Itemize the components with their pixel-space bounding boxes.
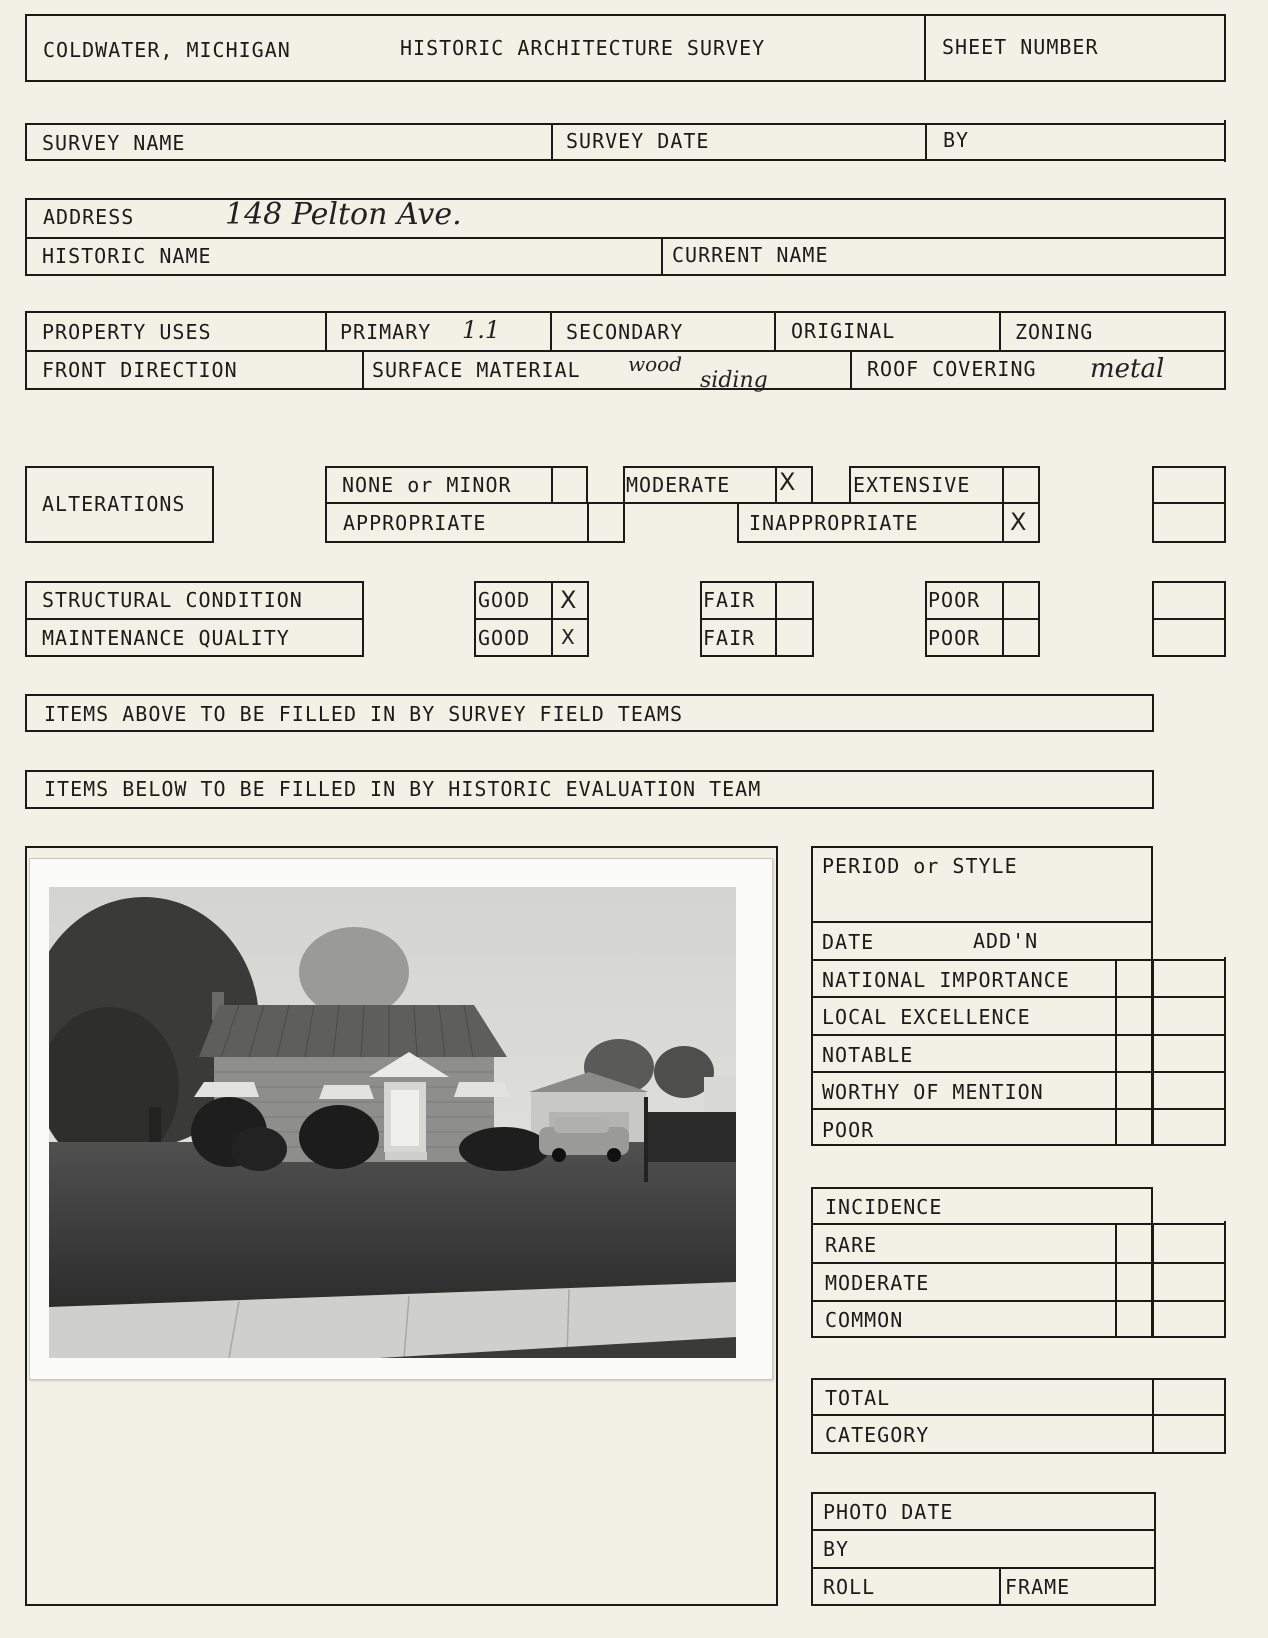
alterations-score-div bbox=[1152, 502, 1226, 504]
fair-row-div bbox=[700, 618, 814, 620]
header-location: COLDWATER, MICHIGAN bbox=[43, 38, 291, 62]
good-check-div bbox=[551, 581, 553, 657]
alterations-label: ALTERATIONS bbox=[42, 492, 186, 516]
structural-good-checkmark[interactable]: X bbox=[560, 586, 577, 614]
inappropriate-checkmark[interactable]: X bbox=[1010, 508, 1027, 536]
survey-date-label: SURVEY DATE bbox=[566, 129, 710, 153]
alterations-score-box bbox=[1152, 466, 1226, 543]
national-importance-label: NATIONAL IMPORTANCE bbox=[822, 968, 1070, 992]
poor-check-div bbox=[1002, 581, 1004, 657]
extensive-label: EXTENSIVE bbox=[853, 473, 971, 497]
none-minor-check-div bbox=[551, 466, 553, 504]
maintenance-quality-label: MAINTENANCE QUALITY bbox=[42, 626, 290, 650]
inc-div-4 bbox=[811, 1336, 1226, 1338]
property-div-1 bbox=[325, 311, 327, 350]
historic-name-label: HISTORIC NAME bbox=[42, 244, 212, 268]
category-label: CATEGORY bbox=[825, 1423, 930, 1447]
sheet-number-label: SHEET NUMBER bbox=[942, 35, 1099, 59]
front-direction-label: FRONT DIRECTION bbox=[42, 358, 238, 382]
zoning-label: ZONING bbox=[1015, 320, 1094, 344]
roll-label: ROLL bbox=[823, 1575, 876, 1599]
common-label: COMMON bbox=[825, 1308, 904, 1332]
roof-covering-label: ROOF COVERING bbox=[867, 357, 1037, 381]
property-div-2 bbox=[550, 311, 552, 350]
maintenance-fair-label: FAIR bbox=[703, 626, 756, 650]
survey-div-2 bbox=[925, 123, 927, 161]
inappropriate-label: INAPPROPRIATE bbox=[749, 511, 919, 535]
inc-div-3 bbox=[811, 1300, 1226, 1302]
eval-right bbox=[1224, 957, 1226, 1146]
eval-poor-label: POOR bbox=[822, 1118, 875, 1142]
appropriate-label: APPROPRIATE bbox=[343, 511, 487, 535]
inappropriate-check-div bbox=[1002, 502, 1004, 543]
survey-name-label: SURVEY NAME bbox=[42, 131, 186, 155]
condition-score-div bbox=[1152, 618, 1226, 620]
roof-covering-value: metal bbox=[1090, 354, 1165, 384]
address-divider bbox=[25, 237, 1226, 239]
maintenance-good-checkmark[interactable]: X bbox=[561, 625, 575, 649]
inc-div-1 bbox=[811, 1223, 1226, 1225]
extensive-check-div bbox=[1002, 466, 1004, 504]
appropriate-check-div bbox=[587, 502, 589, 543]
address-label: ADDRESS bbox=[43, 205, 135, 229]
moderate-label: MODERATE bbox=[626, 473, 731, 497]
secondary-label: SECONDARY bbox=[566, 320, 684, 344]
condition-label-div bbox=[25, 618, 364, 620]
addn-label: ADD'N bbox=[973, 929, 1039, 953]
eval-div-5 bbox=[811, 1071, 1226, 1073]
poor-row-div bbox=[925, 618, 1040, 620]
photo-info-div-2 bbox=[811, 1567, 1156, 1569]
survey-right bbox=[1224, 120, 1226, 162]
property-div-3 bbox=[774, 311, 776, 350]
total-score-div bbox=[1152, 1378, 1154, 1454]
original-label: ORIGINAL bbox=[791, 319, 896, 343]
property-divider bbox=[25, 350, 1226, 352]
survey-div-1 bbox=[551, 123, 553, 161]
photo-by-label: BY bbox=[823, 1537, 850, 1561]
eval-div-6 bbox=[811, 1108, 1226, 1110]
inc-right bbox=[1224, 1221, 1226, 1338]
rare-label: RARE bbox=[825, 1233, 878, 1257]
property-div-4 bbox=[999, 311, 1001, 350]
surface-material-value-2: siding bbox=[700, 368, 768, 393]
incidence-label: INCIDENCE bbox=[825, 1195, 943, 1219]
name-divider bbox=[661, 237, 663, 276]
frame-label: FRAME bbox=[1005, 1575, 1071, 1599]
property-uses-label: PROPERTY USES bbox=[42, 320, 212, 344]
eval-div-4 bbox=[811, 1034, 1226, 1036]
total-label: TOTAL bbox=[825, 1386, 891, 1410]
surface-material-label: SURFACE MATERIAL bbox=[372, 358, 581, 382]
address-value: 148 Pelton Ave. bbox=[225, 197, 462, 232]
header-title: HISTORIC ARCHITECTURE SURVEY bbox=[400, 36, 766, 60]
eval-score-div bbox=[1152, 959, 1154, 1146]
house-photograph bbox=[49, 887, 736, 1358]
inc-score-div bbox=[1152, 1223, 1154, 1338]
fair-check-div bbox=[775, 581, 777, 657]
property-div-6 bbox=[850, 350, 852, 390]
structural-fair-label: FAIR bbox=[703, 588, 756, 612]
eval-div-3 bbox=[811, 996, 1226, 998]
eval-check-div bbox=[1115, 959, 1117, 1146]
total-div bbox=[811, 1414, 1226, 1416]
date-label: DATE bbox=[822, 930, 875, 954]
photo-info-div-1 bbox=[811, 1529, 1156, 1531]
period-style-label: PERIOD or STYLE bbox=[822, 854, 1018, 878]
eval-div-7 bbox=[811, 1144, 1226, 1146]
photo-date-label: PHOTO DATE bbox=[823, 1500, 954, 1524]
current-name-label: CURRENT NAME bbox=[672, 243, 829, 267]
moderate-check-div bbox=[775, 466, 777, 504]
structural-condition-label: STRUCTURAL CONDITION bbox=[42, 588, 303, 612]
structural-poor-label: POOR bbox=[928, 588, 981, 612]
header-divider bbox=[924, 14, 926, 82]
inc-check-div bbox=[1115, 1223, 1117, 1338]
surface-material-value-1: wood bbox=[628, 352, 683, 376]
good-row-div bbox=[474, 618, 589, 620]
local-excellence-label: LOCAL EXCELLENCE bbox=[822, 1005, 1031, 1029]
roll-frame-div bbox=[999, 1567, 1001, 1606]
none-minor-label: NONE or MINOR bbox=[342, 473, 512, 497]
survey-by-label: BY bbox=[943, 128, 970, 152]
property-div-5 bbox=[362, 350, 364, 390]
eval-div-1 bbox=[811, 921, 1153, 923]
primary-label: PRIMARY bbox=[340, 320, 432, 344]
maintenance-good-label: GOOD bbox=[478, 626, 531, 650]
notable-label: NOTABLE bbox=[822, 1043, 914, 1067]
inc-div-2 bbox=[811, 1262, 1226, 1264]
worthy-of-mention-label: WORTHY OF MENTION bbox=[822, 1080, 1044, 1104]
eval-div-2 bbox=[811, 959, 1226, 961]
primary-value: 1.1 bbox=[462, 316, 501, 344]
below-note: ITEMS BELOW TO BE FILLED IN BY HISTORIC EVALUATION TEAM bbox=[44, 777, 762, 801]
maintenance-poor-label: POOR bbox=[928, 626, 981, 650]
structural-good-label: GOOD bbox=[478, 588, 531, 612]
above-note: ITEMS ABOVE TO BE FILLED IN BY SURVEY FIELD TEAMS bbox=[44, 702, 684, 726]
moderate-checkmark[interactable]: X bbox=[779, 468, 796, 496]
inc-moderate-label: MODERATE bbox=[825, 1271, 930, 1295]
